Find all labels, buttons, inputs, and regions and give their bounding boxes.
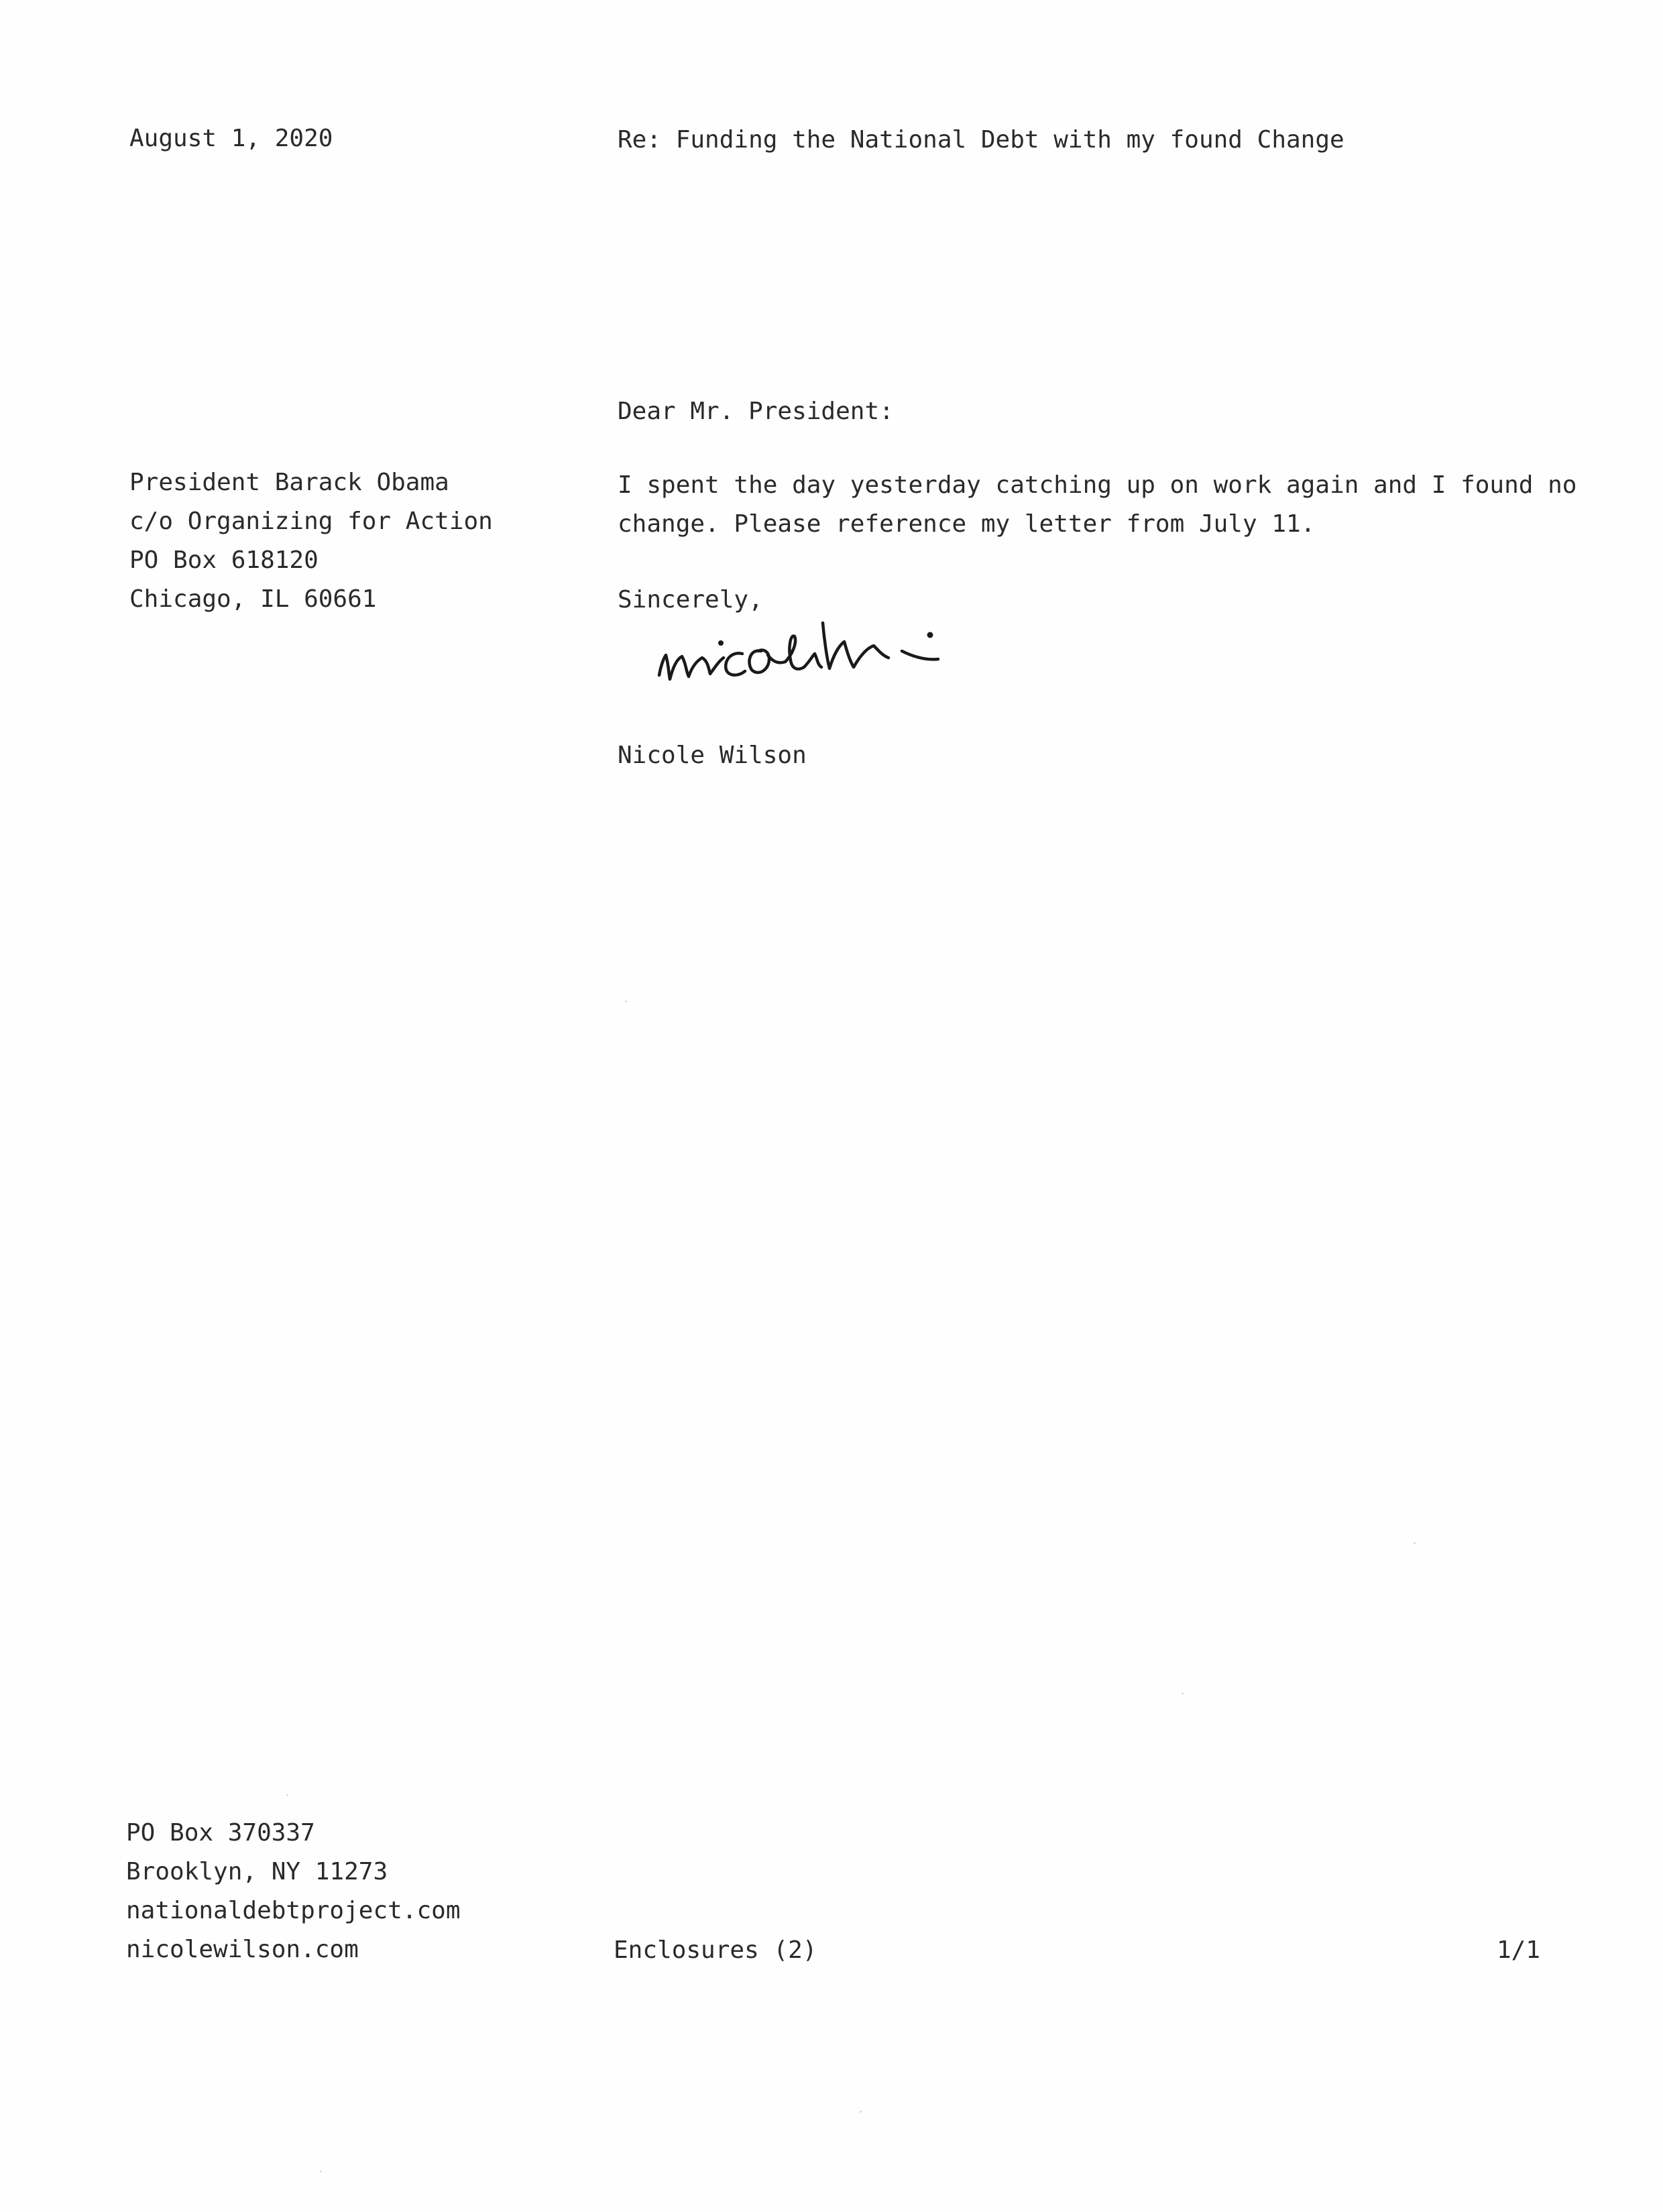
enclosures-note: Enclosures (2) <box>614 1936 817 1964</box>
letter-date: August 1, 2020 <box>129 125 333 152</box>
recipient-po-box: PO Box 618120 <box>129 546 319 574</box>
sender-po-box: PO Box 370337 <box>126 1819 315 1847</box>
salutation: Dear Mr. President: <box>618 398 894 425</box>
sender-website: nationaldebtproject.com <box>126 1897 461 1924</box>
page-number: 1/1 <box>1497 1936 1541 1964</box>
handwritten-signature <box>654 607 962 707</box>
scan-speck <box>860 2111 862 2113</box>
sender-website: nicolewilson.com <box>126 1936 359 1963</box>
scan-speck <box>1182 1692 1184 1694</box>
recipient-name: President Barack Obama <box>129 469 449 496</box>
recipient-organization: c/o Organizing for Action <box>129 508 493 535</box>
closing: Sincerely, <box>618 586 763 614</box>
body-line: I spent the day yesterday catching up on work again and I found no <box>618 471 1577 499</box>
scan-speck <box>286 1794 288 1796</box>
letter-body <box>618 466 1576 544</box>
letter-subject: Re: Funding the National Debt with my found Change <box>618 126 1344 154</box>
recipient-city: Chicago, IL 60661 <box>129 585 377 613</box>
scan-speck <box>625 1000 627 1002</box>
signer-name: Nicole Wilson <box>618 742 807 769</box>
scan-speck <box>1414 1542 1416 1544</box>
scan-speck <box>320 2170 322 2172</box>
body-line: change. Please reference my letter from July 11. <box>618 510 1316 538</box>
sender-city: Brooklyn, NY 11273 <box>126 1858 388 1885</box>
recipient-address <box>129 463 493 619</box>
sender-address <box>126 1814 461 1969</box>
